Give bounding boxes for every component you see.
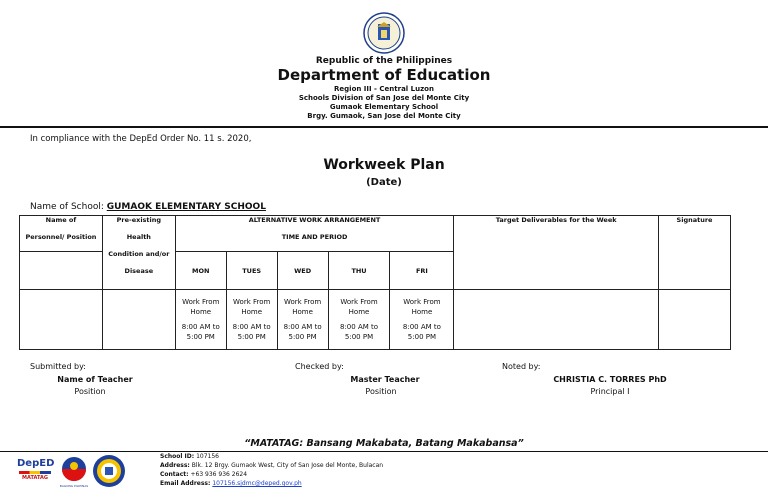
wfh-text: Home [411,308,433,316]
day-header-thu: THU [328,252,390,290]
header-text: Disease [124,267,154,275]
wfh-text: Work From [233,298,271,306]
footer-value: 107156 [196,453,219,460]
department-title: Department of Education [277,66,491,84]
deped-logo-text: DepED [17,458,55,469]
deped-matatag-logo [17,455,53,491]
school-name-value: GUMAOK ELEMENTARY SCHOOL [106,202,266,212]
footer-value: +63 936 936 2624 [190,471,248,478]
time-text: 8:00 AM to [232,323,271,331]
header-text: Signature [676,216,713,224]
header-text: Target Deliverables for the Week [495,216,617,224]
wfh-text: Home [348,308,370,316]
empty-header-cell [20,252,103,290]
footer-label: School ID: [160,453,195,460]
noted-name: CHRISTIA C. TORRES PhD [553,375,667,384]
footer-address [160,461,383,470]
footer-contact-info [160,452,383,488]
checked-position: Position [365,387,397,396]
deped-seal-icon [363,12,405,54]
document-title: Workweek Plan [323,157,445,173]
header-text: Health [126,233,151,241]
region-label: Region III - Central Luzon [334,85,434,93]
submitted-label: Submitted by: [30,362,86,371]
table-cell-thu [328,290,390,350]
footer-label: Contact: [160,471,189,478]
time-text: 5:00 PM [186,333,215,341]
day-header-wed: WED [277,252,328,290]
wfh-text: Home [292,308,313,316]
division-label: Schools Division of San Jose del Monte City [298,94,470,102]
footer-school-id [160,452,383,461]
matatag-logo-text: MATATAG [22,475,48,481]
header-target-deliverables [454,216,659,290]
header-text: ALTERNATIVE WORK ARRANGEMENT [248,216,381,224]
school-name-label: Name of School: [30,202,104,212]
footer-label: Address: [160,462,190,469]
footer-label: Email Address: [160,480,211,487]
header-text: Personnel/ Position [25,233,97,241]
email-link[interactable]: 107156.sjdmc@deped.gov.ph [212,480,302,487]
checked-name: Master Teacher [350,375,420,384]
footer-email [160,479,383,488]
wfh-text: Home [190,308,212,316]
time-text: 5:00 PM [344,333,374,341]
footer-motto: “MATATAG: Bansang Makabata, Batang Makabansa” [244,438,524,449]
day-header-mon: MON [175,252,226,290]
footer-divider [0,451,768,452]
wfh-text: Work From [340,298,378,306]
day-header-tues: TUES [226,252,277,290]
checked-label: Checked by: [295,362,344,371]
noted-label: Noted by: [502,362,541,371]
republic-label: Republic of the Philippines [315,56,453,66]
day-header-fri: FRI [390,252,454,290]
header-text: Name of [45,216,77,224]
table-cell-personnel [20,290,103,350]
footer-contact [160,470,383,479]
table-cell-tues [226,290,277,350]
noted-position: Principal I [590,387,630,396]
table-cell-target [454,290,659,350]
header-text: Pre-existing [116,216,162,224]
header-name-personnel [20,216,103,252]
school-seal-icon [92,454,126,488]
bagong-pilipinas-text: BAGONG PILIPINAS [59,484,89,488]
wfh-text: Home [241,308,263,316]
time-text: 8:00 AM to [340,323,379,331]
submitted-position: Position [74,387,106,396]
compliance-text: In compliance with the DepEd Order No. 11 s. 2020, [30,134,252,144]
time-text: 8:00 AM to [283,323,322,331]
school-name-line [30,202,266,212]
time-text: 5:00 PM [407,333,437,341]
table-cell-health [102,290,175,350]
header-text: TIME AND PERIOD [281,233,348,241]
bagong-pilipinas-logo-icon [58,455,90,489]
workweek-plan-table [19,215,731,350]
school-header-label: Gumaok Elementary School [329,103,439,111]
table-cell-mon [175,290,226,350]
header-divider [0,126,768,128]
submitted-name: Name of Teacher [57,375,133,384]
wfh-text: Work From [283,298,322,306]
document-date: (Date) [366,177,402,188]
time-text: 8:00 AM to [181,323,220,331]
time-text: 5:00 PM [237,333,266,341]
table-cell-wed [277,290,328,350]
footer-value: Blk. 12 Brgy. Gumaok West, City of San Jose del Monte, Bulacan [191,462,384,469]
time-text: 5:00 PM [288,333,317,341]
header-signature [659,216,731,290]
wfh-text: Work From [403,298,441,306]
table-cell-signature [659,290,731,350]
table-cell-fri [390,290,454,350]
header-health-condition [102,216,175,290]
header-text: Condition and/or [108,250,170,258]
time-text: 8:00 AM to [402,323,441,331]
address-header-label: Brgy. Gumaok, San Jose del Monte City [307,112,461,120]
header-awa [175,216,454,252]
wfh-text: Work From [182,298,220,306]
